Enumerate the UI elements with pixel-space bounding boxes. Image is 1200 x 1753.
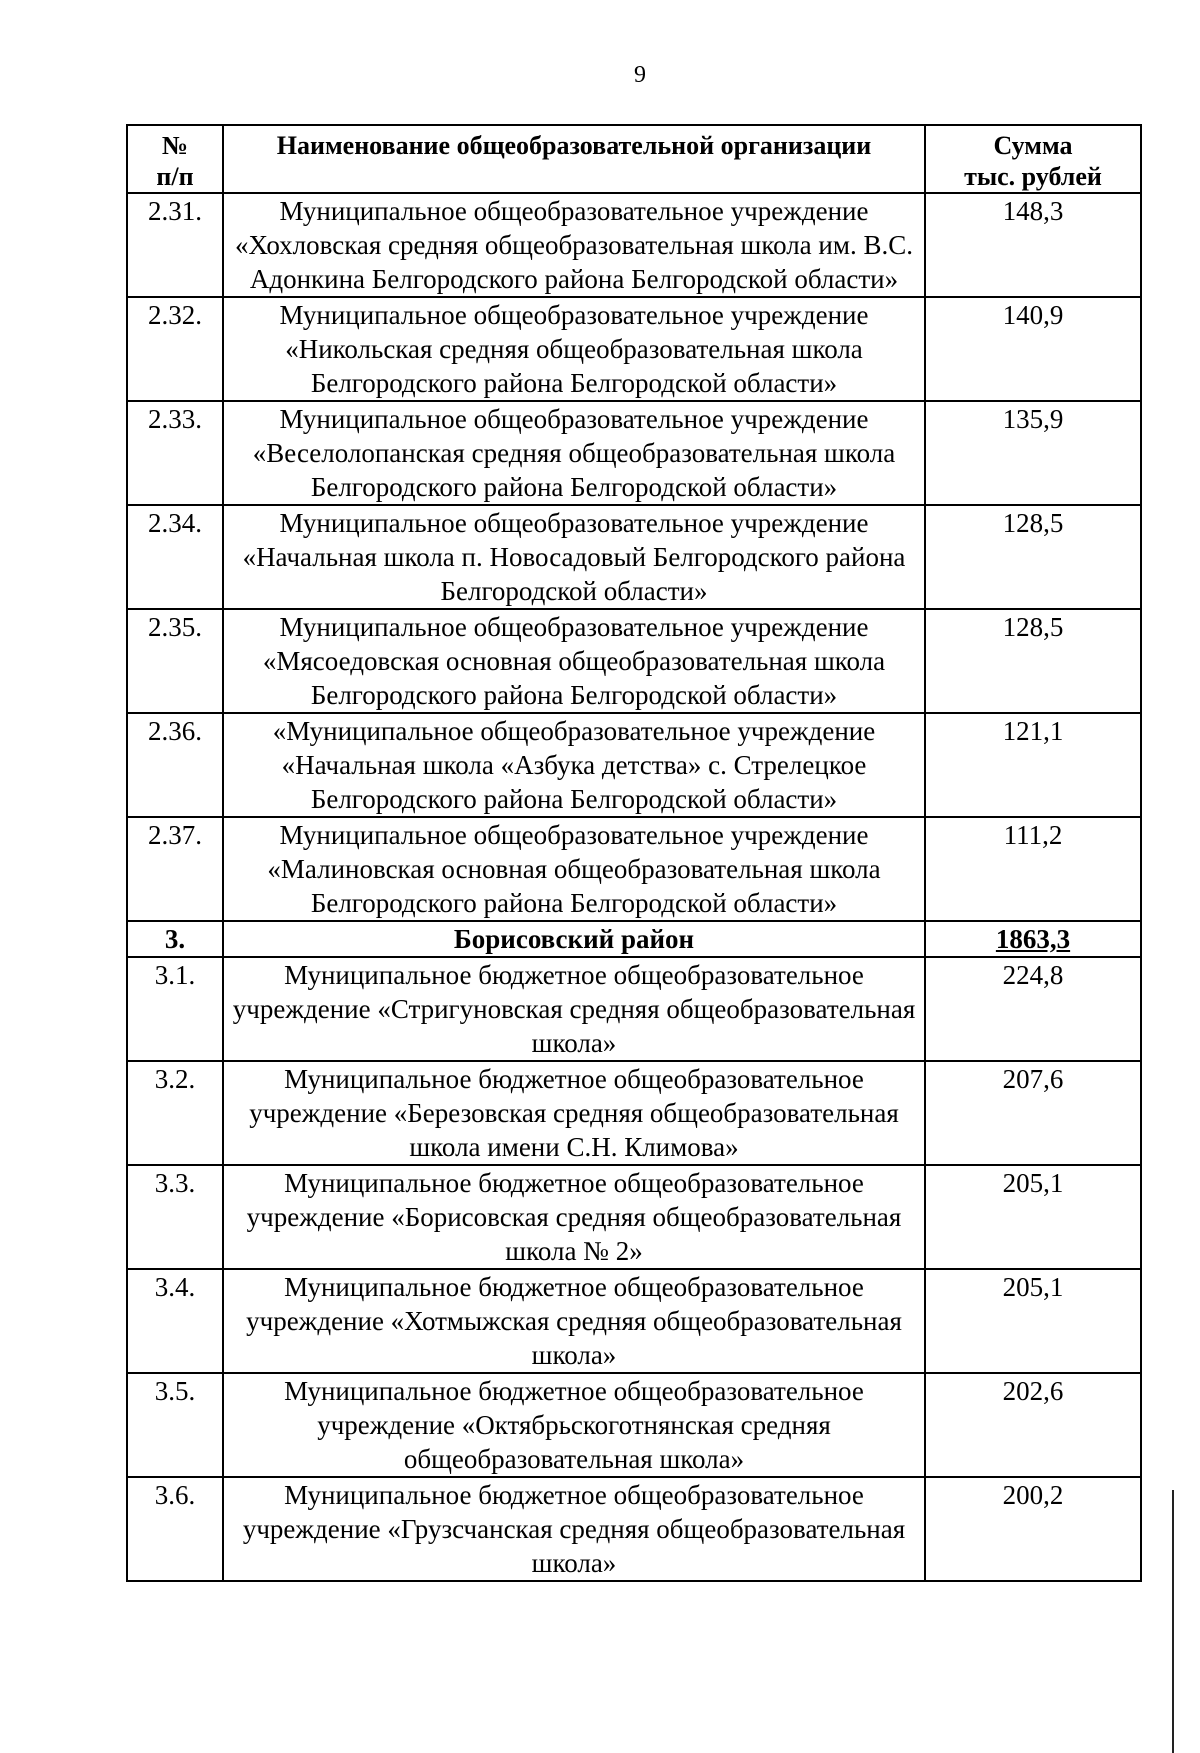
- table-group-row: [127, 921, 1141, 957]
- row-organization-name: Муниципальное общеобразовательное учреждение «Никольская средняя общеобразовательная школа Белгородского района Белгородской области»: [223, 297, 925, 401]
- row-number: 2.36.: [127, 713, 223, 817]
- row-number: 2.32.: [127, 297, 223, 401]
- row-organization-name: Муниципальное бюджетное общеобразовательное учреждение «Борисовская средняя общеобразовательная школа № 2»: [223, 1165, 925, 1269]
- table-row: [127, 713, 1141, 817]
- header-sum-line2: тыс. рублей: [964, 162, 1102, 191]
- header-name: Наименование общеобразовательной организации: [223, 125, 925, 193]
- row-sum: 207,6: [925, 1061, 1141, 1165]
- row-number: 3.5.: [127, 1373, 223, 1477]
- row-number: 3.4.: [127, 1269, 223, 1373]
- row-sum: [925, 921, 1141, 957]
- row-number: 3.6.: [127, 1477, 223, 1581]
- row-number: 3.3.: [127, 1165, 223, 1269]
- row-sum: 135,9: [925, 401, 1141, 505]
- row-organization-name: Муниципальное бюджетное общеобразовательное учреждение «Стригуновская средняя общеобразовательная школа»: [223, 957, 925, 1061]
- row-organization-name: Муниципальное общеобразовательное учреждение «Малиновская основная общеобразовательная школа Белгородского района Белгородской области»: [223, 817, 925, 921]
- row-organization-name: «Муниципальное общеобразовательное учреждение «Начальная школа «Азбука детства» с. Стрелецкое Белгородского района Белгородской области»: [223, 713, 925, 817]
- row-organization-name: Муниципальное общеобразовательное учреждение «Начальная школа п. Новосадовый Белгородского района Белгородской области»: [223, 505, 925, 609]
- table-row: [127, 817, 1141, 921]
- row-organization-name: Муниципальное бюджетное общеобразовательное учреждение «Грузсчанская средняя общеобразовательная школа»: [223, 1477, 925, 1581]
- row-sum: 224,8: [925, 957, 1141, 1061]
- row-number: 2.33.: [127, 401, 223, 505]
- row-organization-name: Муниципальное бюджетное общеобразовательное учреждение «Хотмыжская средняя общеобразовательная школа»: [223, 1269, 925, 1373]
- table-body: [127, 193, 1141, 1581]
- row-sum: 121,1: [925, 713, 1141, 817]
- row-number: 2.34.: [127, 505, 223, 609]
- header-number: [127, 125, 223, 193]
- row-sum: 140,9: [925, 297, 1141, 401]
- row-sum: 128,5: [925, 609, 1141, 713]
- table-row: [127, 609, 1141, 713]
- row-sum: 111,2: [925, 817, 1141, 921]
- header-number-line1: №: [161, 131, 189, 160]
- table-row: [127, 297, 1141, 401]
- row-organization-name: Борисовский район: [223, 921, 925, 957]
- table-row: [127, 1165, 1141, 1269]
- table-row: [127, 505, 1141, 609]
- row-sum: 202,6: [925, 1373, 1141, 1477]
- row-number: 2.37.: [127, 817, 223, 921]
- row-organization-name: Муниципальное бюджетное общеобразовательное учреждение «Октябрьскоготнянская средняя общеобразовательная школа»: [223, 1373, 925, 1477]
- row-sum: 148,3: [925, 193, 1141, 297]
- funding-table: [126, 124, 1142, 1582]
- table-row: [127, 1061, 1141, 1165]
- row-number: 2.35.: [127, 609, 223, 713]
- row-sum: 205,1: [925, 1165, 1141, 1269]
- row-organization-name: Муниципальное общеобразовательное учреждение «Веселолопанская средняя общеобразовательная школа Белгородского района Белгородской области»: [223, 401, 925, 505]
- row-number: 3.2.: [127, 1061, 223, 1165]
- row-sum: 200,2: [925, 1477, 1141, 1581]
- scan-edge-line: [1172, 1490, 1174, 1753]
- table-row: [127, 1373, 1141, 1477]
- header-number-line2: п/п: [156, 162, 194, 191]
- page-number: 9: [634, 62, 646, 88]
- table-row: [127, 1269, 1141, 1373]
- row-organization-name: Муниципальное общеобразовательное учреждение «Хохловская средняя общеобразовательная школа им. В.С. Адонкина Белгородского района Белгородской области»: [223, 193, 925, 297]
- row-number: 3.: [127, 921, 223, 957]
- table-row: [127, 193, 1141, 297]
- row-organization-name: Муниципальное общеобразовательное учреждение «Мясоедовская основная общеобразовательная школа Белгородского района Белгородской области»: [223, 609, 925, 713]
- row-sum: 128,5: [925, 505, 1141, 609]
- header-sum: [925, 125, 1141, 193]
- table-row: [127, 401, 1141, 505]
- header-sum-line1: Сумма: [993, 131, 1073, 160]
- table-header-row: [127, 125, 1141, 193]
- row-number: 2.31.: [127, 193, 223, 297]
- row-organization-name: Муниципальное бюджетное общеобразовательное учреждение «Березовская средняя общеобразовательная школа имени С.Н. Климова»: [223, 1061, 925, 1165]
- row-sum-value: 1863,3: [995, 924, 1071, 954]
- row-number: 3.1.: [127, 957, 223, 1061]
- table-row: [127, 957, 1141, 1061]
- row-sum: 205,1: [925, 1269, 1141, 1373]
- table-row: [127, 1477, 1141, 1581]
